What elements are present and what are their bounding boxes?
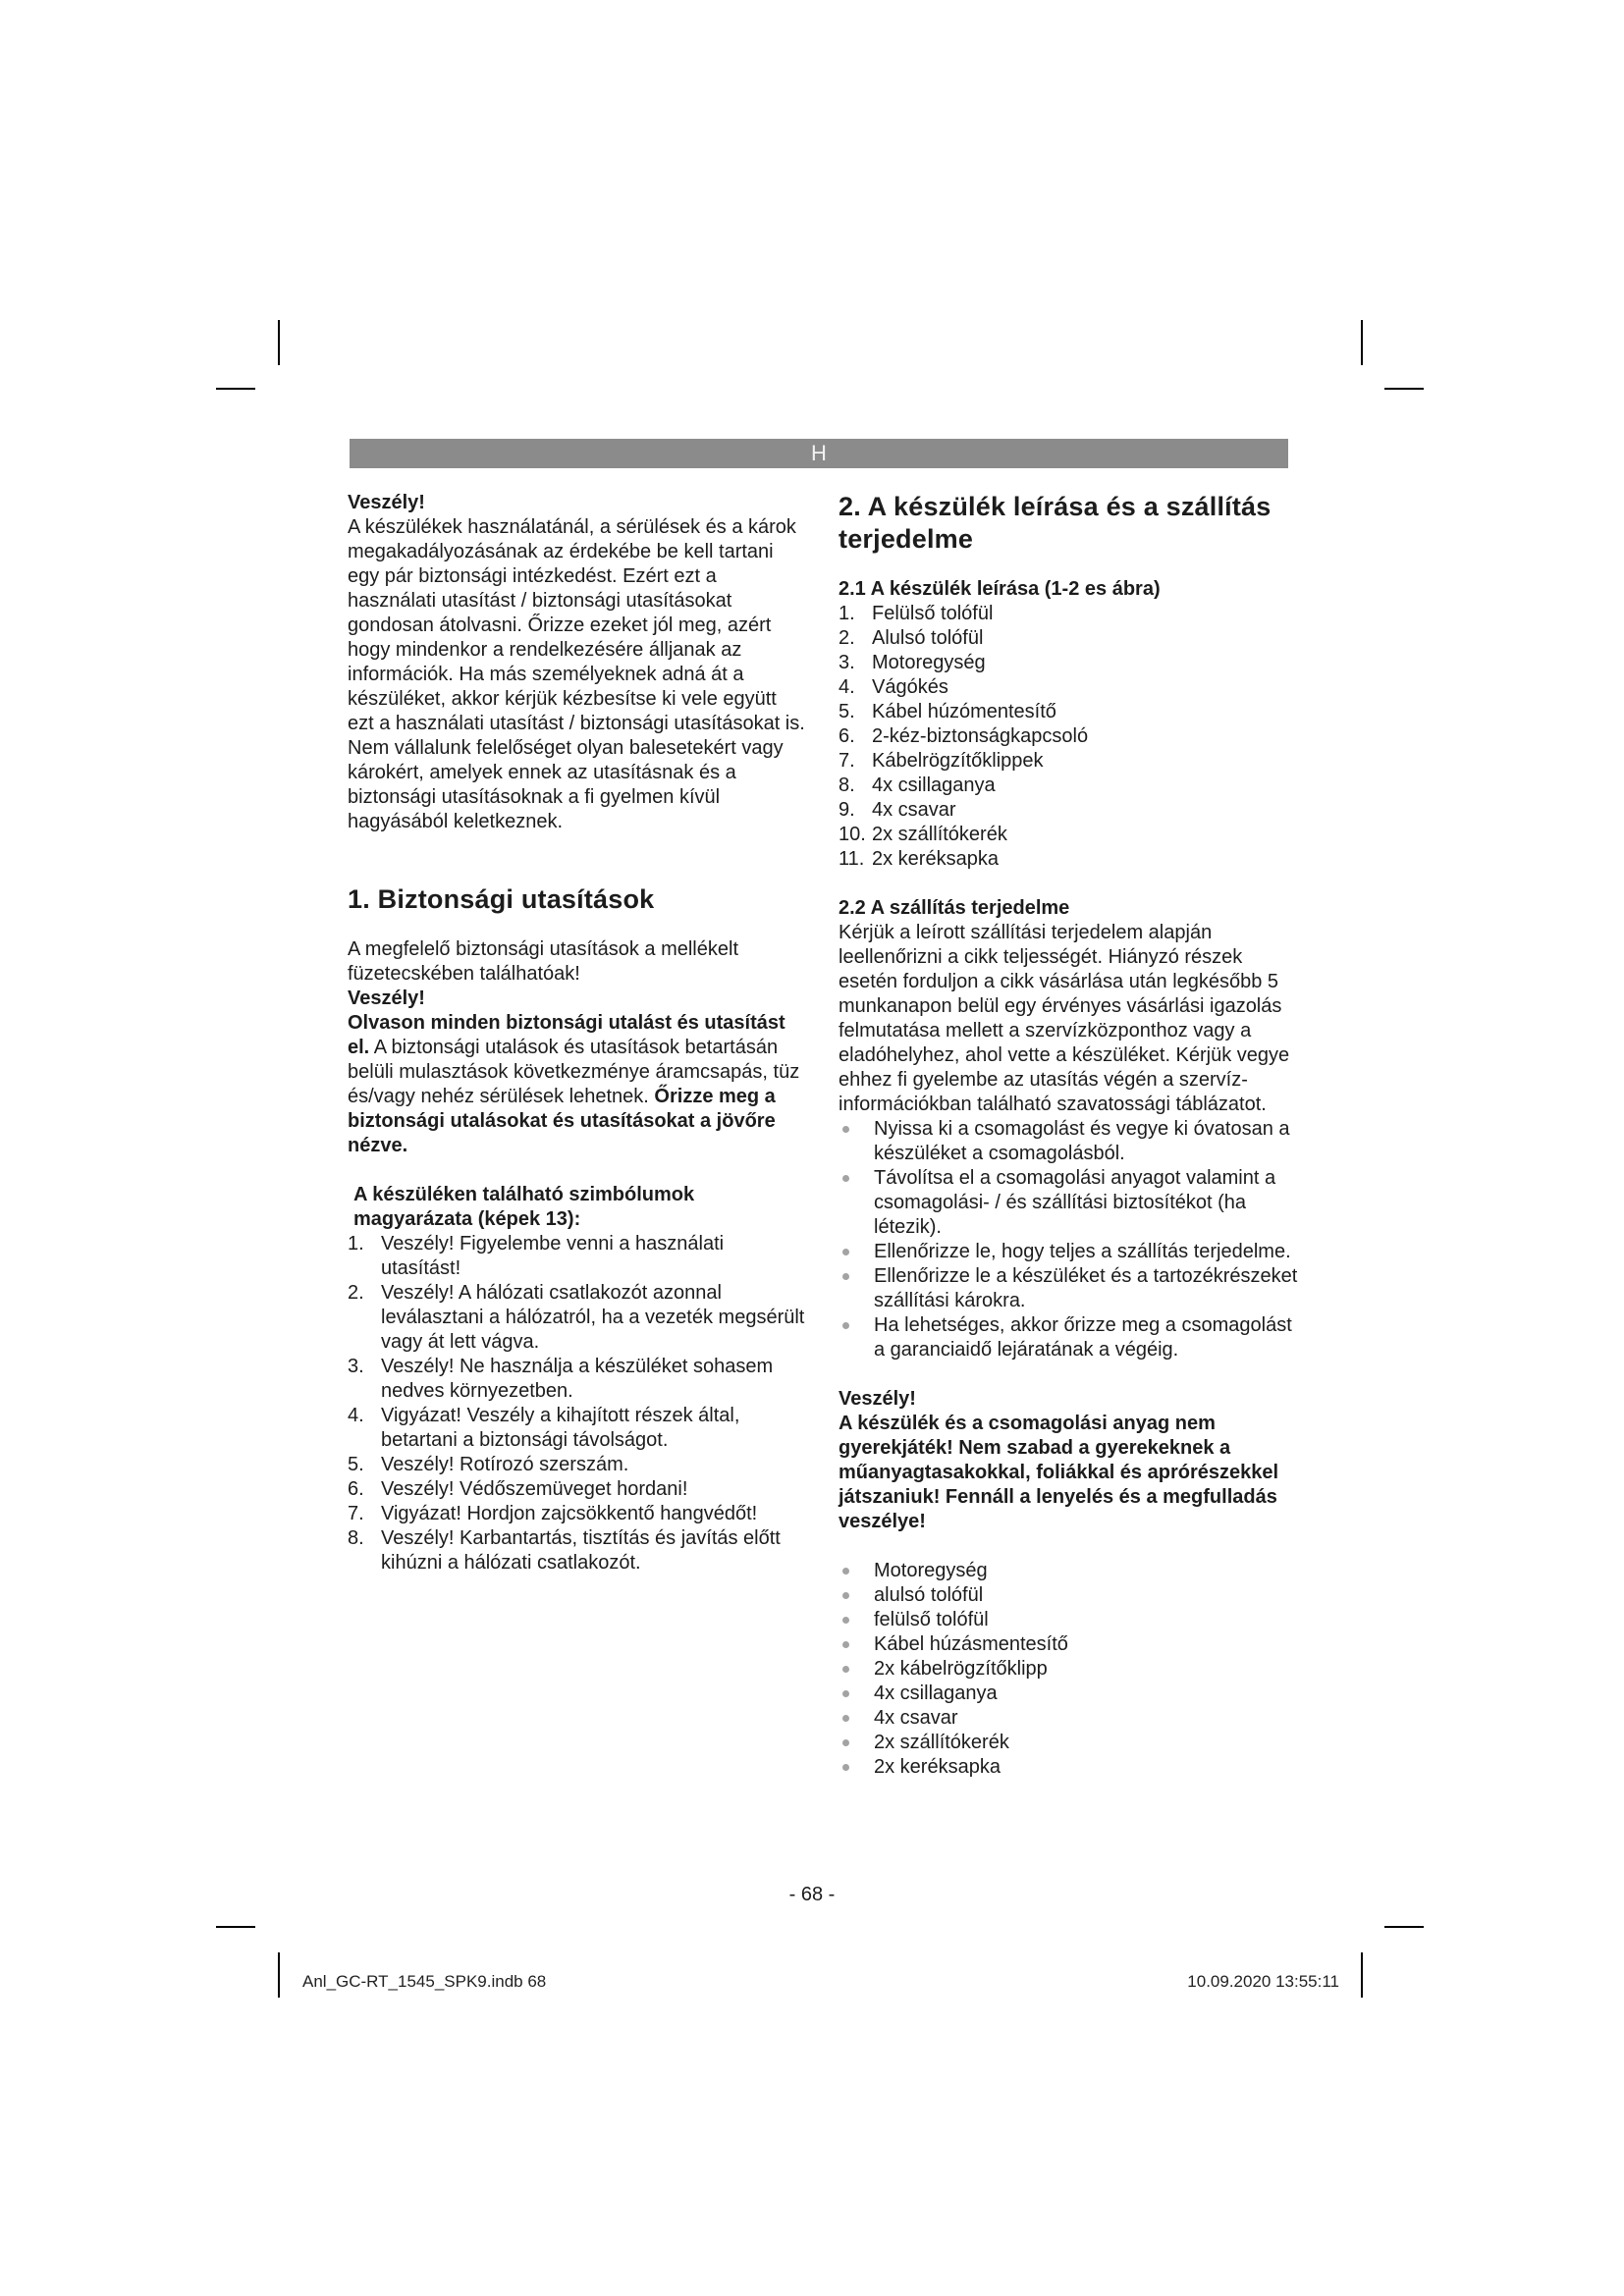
section1-warning-paragraph bbox=[348, 1011, 807, 1158]
list-item bbox=[839, 774, 1300, 798]
item-text: Vágókés bbox=[872, 676, 948, 698]
item-text: 2x szállítókerék bbox=[874, 1732, 1009, 1753]
list-item bbox=[839, 675, 1300, 700]
item-text: 4x csavar bbox=[874, 1707, 958, 1729]
item-number: 2. bbox=[839, 627, 855, 649]
list-item bbox=[839, 1264, 1300, 1313]
intro-warning-text: A készülékek használatánál, a sérülések és a károk megakadályozásának az érdekébe be kell tartani egy pár biztonsági intézkedést. Ezért ezt a használati utasítást / biztonsági utasításokat gondosan átolvasni. Őrizze ezeket jól meg, azért hogy mindenkor a rendelkezésére álljanak az információk. Ha más személyeknek adná át a készüléket, akkor kérjük kézbesítse ki vele együtt ezt a használati utasítást / biztonsági utasításokat is. Nem vállalunk felelőséget olyan balesetekért vagy károkért, amelyek ennek az utasításnak és a biztonsági utasításoknak a fi gyelmen kívül hagyásából keletkeznek. bbox=[348, 516, 805, 832]
section-letter: H bbox=[811, 441, 827, 465]
section1-warning-title: Veszély! bbox=[348, 988, 425, 1009]
item-text: 2x kábelrögzítőklipp bbox=[874, 1658, 1048, 1680]
item-text: Veszély! Védőszemüveget hordani! bbox=[381, 1478, 688, 1500]
section1-normal: A biztonsági utalások és utasítások betartásán belüli mulasztások következménye áramcsapás, tüz és/vagy nehéz sérülések lehetnek. bbox=[348, 1037, 800, 1107]
item-text: Veszély! A hálózati csatlakozót azonnal leválasztani a hálózatról, ha a vezeték megsérült vagy át lett vágva. bbox=[381, 1282, 805, 1353]
list-item bbox=[839, 1583, 1300, 1608]
list-item bbox=[839, 1731, 1300, 1755]
item-text: Távolítsa el a csomagolási anyagot valamint a csomagolási- / és szállítási biztosítékot (ha létezik). bbox=[874, 1167, 1276, 1238]
item-number: 1. bbox=[348, 1233, 364, 1255]
sub21-title: 2.1 A készülék leírása (1-2 es ábra) bbox=[839, 578, 1161, 600]
item-text: Motoregység bbox=[874, 1560, 988, 1581]
item-text: Ha lehetséges, akkor őrizze meg a csomagolást a garanciaidő lejáratának a végéig. bbox=[874, 1314, 1292, 1361]
item-text: 2x szállítókerék bbox=[872, 824, 1007, 845]
left-column bbox=[348, 491, 807, 1575]
list-item bbox=[348, 1281, 807, 1355]
list-item bbox=[839, 1632, 1300, 1657]
section2-title-text: 2. A készülék leírása és a szállítás terjedelme bbox=[839, 492, 1272, 554]
bullet-icon bbox=[842, 1641, 849, 1648]
warning-text: A készülék és a csomagolási anyag nem gyerekjáték! Nem szabad a gyerekeknek a műanyagtasakokkal, foliákkal és aprórészekkel játszaniuk! Fennáll a lenyelés és a megfulladás veszélye! bbox=[839, 1413, 1279, 1532]
list-item bbox=[839, 700, 1300, 724]
item-text: Motoregység bbox=[872, 652, 986, 673]
list-item bbox=[839, 724, 1300, 749]
item-text: 4x csillaganya bbox=[872, 774, 996, 796]
section1-title: 1. Biztonsági utasítások bbox=[348, 884, 655, 914]
sub22-title: 2.2 A szállítás terjedelme bbox=[839, 897, 1070, 919]
bullet-icon bbox=[842, 1617, 849, 1624]
list-item bbox=[839, 626, 1300, 651]
list-item bbox=[348, 1232, 807, 1281]
item-text: Alulsó tolófül bbox=[872, 627, 984, 649]
item-text: Veszély! Ne használja a készüléket sohasem nedves környezetben. bbox=[381, 1356, 774, 1402]
item-text: Nyissa ki a csomagolást és vegye ki óvatosan a készüléket a csomagolásból. bbox=[874, 1118, 1290, 1164]
item-text: Veszély! Rotírozó szerszám. bbox=[381, 1454, 629, 1475]
list-item bbox=[839, 1117, 1300, 1166]
item-text: Kábel húzásmentesítő bbox=[874, 1633, 1068, 1655]
section1-text: A megfelelő biztonsági utasítások a mellékelt füzetecskében találhatóak! bbox=[348, 938, 738, 985]
item-number: 10. bbox=[839, 824, 866, 845]
list-item bbox=[839, 651, 1300, 675]
list-item bbox=[839, 1559, 1300, 1583]
warning-title: Veszély! bbox=[839, 1388, 916, 1410]
item-number: 7. bbox=[839, 750, 855, 772]
bullet-icon bbox=[842, 1764, 849, 1771]
page-number: - 68 - bbox=[788, 1884, 836, 1905]
steps-list bbox=[839, 1117, 1300, 1362]
item-text: 4x csillaganya bbox=[874, 1682, 998, 1704]
bullet-icon bbox=[842, 1666, 849, 1673]
list-item bbox=[839, 1682, 1300, 1706]
item-text: alulsó tolófül bbox=[874, 1584, 984, 1606]
item-number: 6. bbox=[839, 725, 855, 747]
list-item bbox=[839, 749, 1300, 774]
symbols-list bbox=[348, 1232, 807, 1575]
item-number: 9. bbox=[839, 799, 855, 821]
item-text: 4x csavar bbox=[872, 799, 956, 821]
item-text: 2x keréksapka bbox=[872, 848, 999, 870]
item-text: felülső tolófül bbox=[874, 1609, 989, 1630]
section1-bold-2: Őrizze meg a biztonsági utalásokat és utasításokat a jövőre nézve. bbox=[348, 1086, 776, 1156]
item-text: Kábel húzómentesítő bbox=[872, 701, 1056, 722]
list-item bbox=[839, 1755, 1300, 1780]
item-text: Veszély! Karbantartás, tisztítás és javítás előtt kihúzni a hálózati csatlakozót. bbox=[381, 1527, 781, 1574]
list-item bbox=[839, 798, 1300, 823]
item-text: Ellenőrizze le a készüléket és a tartozékrészeket szállítási károkra. bbox=[874, 1265, 1298, 1311]
item-number: 1. bbox=[839, 603, 855, 624]
timestamp: 10.09.2020 13:55:11 bbox=[1187, 1972, 1339, 1991]
item-number: 3. bbox=[348, 1356, 364, 1377]
bullet-icon bbox=[842, 1690, 849, 1697]
bullet-icon bbox=[842, 1175, 849, 1182]
intro-warning-title: Veszély! bbox=[348, 492, 425, 513]
contents-list bbox=[839, 1559, 1300, 1780]
bullet-icon bbox=[842, 1249, 849, 1255]
list-item bbox=[839, 1608, 1300, 1632]
item-number: 8. bbox=[348, 1527, 364, 1549]
list-item bbox=[839, 1313, 1300, 1362]
item-number: 8. bbox=[839, 774, 855, 796]
bullet-icon bbox=[842, 1273, 849, 1280]
item-number: 11. bbox=[839, 848, 865, 870]
item-text: Vigyázat! Hordjon zajcsökkentő hangvédőt! bbox=[381, 1503, 758, 1524]
list-item bbox=[839, 1166, 1300, 1240]
list-item bbox=[348, 1477, 807, 1502]
item-number: 5. bbox=[348, 1454, 364, 1475]
list-item bbox=[839, 823, 1300, 847]
item-number: 3. bbox=[839, 652, 855, 673]
file-slug: Anl_GC-RT_1545_SPK9.indb 68 bbox=[302, 1972, 547, 1991]
list-item bbox=[839, 1706, 1300, 1731]
bullet-icon bbox=[842, 1126, 849, 1133]
item-number: 2. bbox=[348, 1282, 364, 1304]
list-item bbox=[839, 1657, 1300, 1682]
item-text: Vigyázat! Veszély a kihajított részek által, betartani a biztonsági távolságot. bbox=[381, 1405, 740, 1451]
item-text: 2x keréksapka bbox=[874, 1756, 1001, 1778]
crop-mark bbox=[278, 320, 280, 365]
crop-mark bbox=[1384, 1926, 1424, 1928]
item-text: Veszély! Figyelembe venni a használati utasítást! bbox=[381, 1233, 725, 1279]
list-item bbox=[348, 1526, 807, 1575]
crop-mark bbox=[216, 388, 255, 390]
item-number: 5. bbox=[839, 701, 855, 722]
list-item bbox=[839, 1240, 1300, 1264]
bullet-icon bbox=[842, 1715, 849, 1722]
item-number: 4. bbox=[839, 676, 855, 698]
item-number: 6. bbox=[348, 1478, 364, 1500]
item-text: 2-kéz-biztonságkapcsoló bbox=[872, 725, 1089, 747]
parts-list bbox=[839, 602, 1300, 872]
crop-mark bbox=[216, 1926, 255, 1928]
item-text: Kábelrögzítőklippek bbox=[872, 750, 1044, 772]
bullet-icon bbox=[842, 1322, 849, 1329]
bullet-icon bbox=[842, 1739, 849, 1746]
list-item bbox=[348, 1502, 807, 1526]
section2-title bbox=[839, 491, 1300, 556]
bullet-icon bbox=[842, 1568, 849, 1575]
sub22-text: Kérjük a leírott szállítási terjedelem alapján leellenőrizni a cikk teljességét. Hiányzó részek esetén forduljon a cikk vásárlása után legkésőbb 5 munkanapon belül egy érvényes vásárlási igazolás felmutatása mellett a szervízközponthoz vagy a eladóhelyhez, ahol vette a készüléket. Kérjük vegye ehhez fi gyelembe az utasítás végén a szervíz-információkban található szavatossági táblázatot. bbox=[839, 922, 1290, 1115]
crop-mark bbox=[278, 1952, 280, 1998]
crop-mark bbox=[1384, 388, 1424, 390]
item-text: Felülső tolófül bbox=[872, 603, 994, 624]
right-column bbox=[839, 491, 1300, 1780]
crop-mark bbox=[1361, 320, 1363, 365]
item-number: 7. bbox=[348, 1503, 364, 1524]
language-header-bar bbox=[350, 439, 1288, 468]
section1-bold-1: Olvason minden biztonsági utalást és utasítást el. bbox=[348, 1012, 785, 1058]
list-item bbox=[839, 847, 1300, 872]
bullet-icon bbox=[842, 1592, 849, 1599]
item-text: Ellenőrizze le, hogy teljes a szállítás terjedelme. bbox=[874, 1241, 1291, 1262]
crop-mark bbox=[1361, 1952, 1363, 1998]
list-item bbox=[348, 1404, 807, 1453]
list-item bbox=[348, 1453, 807, 1477]
list-item bbox=[839, 602, 1300, 626]
item-number: 4. bbox=[348, 1405, 364, 1426]
list-item bbox=[348, 1355, 807, 1404]
symbols-title: A készüléken található szimbólumok magyarázata (képek 13): bbox=[353, 1184, 695, 1230]
